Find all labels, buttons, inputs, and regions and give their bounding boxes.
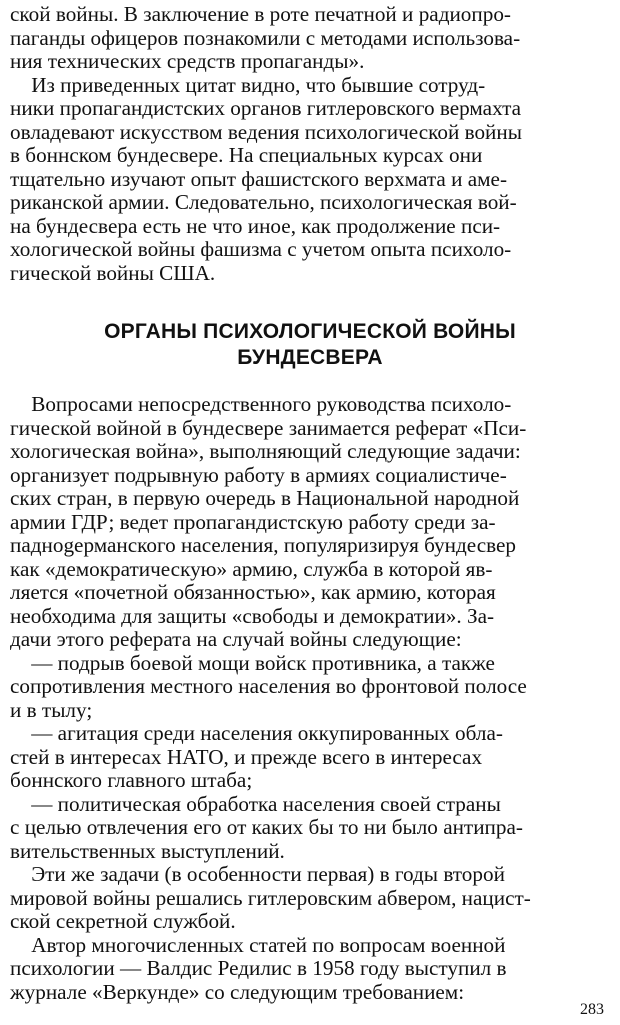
text-line: и в тылу; bbox=[10, 698, 93, 722]
text-line: как «демократическую» армию, служба в которой яв- bbox=[10, 557, 493, 581]
text-line: ской войны. В заключение в роте печатной и радиопро- bbox=[10, 2, 511, 26]
text-line: мировой войны решались гитлеровским абвером, нацист- bbox=[10, 886, 531, 910]
text-line: психологии — Валдис Редилис в 1958 году выступил в bbox=[10, 956, 507, 980]
section-title-line: ОРГАНЫ ПСИХОЛОГИЧЕСКОЙ ВОЙНЫ bbox=[104, 320, 516, 343]
text-line: — политическая обработка населения своей страны bbox=[10, 792, 501, 816]
page-number: 283 bbox=[580, 1001, 604, 1018]
text-line: с целью отвлечения его от каких бы то ни было антипра- bbox=[10, 815, 523, 839]
text-line: Эти же задачи (в особенности первая) в годы второй bbox=[10, 862, 505, 886]
text-line: дачи этого реферата на случай войны следующие: bbox=[10, 627, 462, 651]
text-line: гической войны США. bbox=[10, 261, 216, 285]
text-line: необходима для защиты «свободы и демократии». За- bbox=[10, 604, 495, 628]
text-line: паганды офицеров познакомили с методами использова- bbox=[10, 26, 521, 50]
text-line: овладевают искусством ведения психологической войны bbox=[10, 120, 522, 144]
text-line: вительственных выступлений. bbox=[10, 839, 285, 863]
text-line: гической войной в бундесвере занимается реферат «Пси- bbox=[10, 416, 527, 440]
text-line: хологическая война», выполняющий следующие задачи: bbox=[10, 439, 521, 463]
text-line: журнале «Веркунде» со следующим требованием: bbox=[10, 980, 465, 1004]
text-line: ния технических средств пропаганды». bbox=[10, 49, 365, 73]
text-line: — агитация среди населения оккупированных обла- bbox=[10, 721, 503, 745]
text-line: тщательно изучают опыт фашистского верхмата и аме- bbox=[10, 167, 507, 191]
text-line: боннского главного штаба; bbox=[10, 768, 253, 792]
text-line: ской секретной службой. bbox=[10, 909, 236, 933]
text-line: ских стран, в первую очередь в Национальной народной bbox=[10, 486, 520, 510]
text-line: паднogерманского населения, популяризируя бундесвер bbox=[10, 533, 517, 557]
text-line: — подрыв боевой мощи войск противника, а также bbox=[10, 651, 495, 675]
text-line: Автор многочисленных статей по вопросам военной bbox=[10, 933, 506, 957]
text-line: сопротивления местного населения во фронтовой полосе bbox=[10, 674, 527, 698]
text-line: на бундесвера есть не что иное, как продолжение пси- bbox=[10, 214, 501, 238]
text-line: Из приведенных цитат видно, что бывшие сотруд- bbox=[10, 73, 486, 97]
text-line: ники пропагандистских органов гитлеровского вермахта bbox=[10, 96, 522, 120]
text-line: армии ГДР; ведет пропагандистскую работу среди за- bbox=[10, 510, 496, 534]
text-line: Вопросами непосредственного руководства психоло- bbox=[10, 392, 512, 416]
text-line: риканской армии. Следовательно, психологическая вой- bbox=[10, 190, 517, 214]
text-line: организует подрывную работу в армиях социалистиче- bbox=[10, 463, 507, 487]
text-line: стей в интересах НАТО, и прежде всего в интересах bbox=[10, 745, 483, 769]
text-line: ляется «почетной обязанностью», как армию, которая bbox=[10, 580, 496, 604]
text-line: хологической войны фашизма с учетом опыта психоло- bbox=[10, 237, 512, 261]
text-line: в боннском бундесвере. На специальных курсах они bbox=[10, 143, 483, 167]
section-title-line: БУНДЕСВЕРА bbox=[237, 346, 383, 369]
